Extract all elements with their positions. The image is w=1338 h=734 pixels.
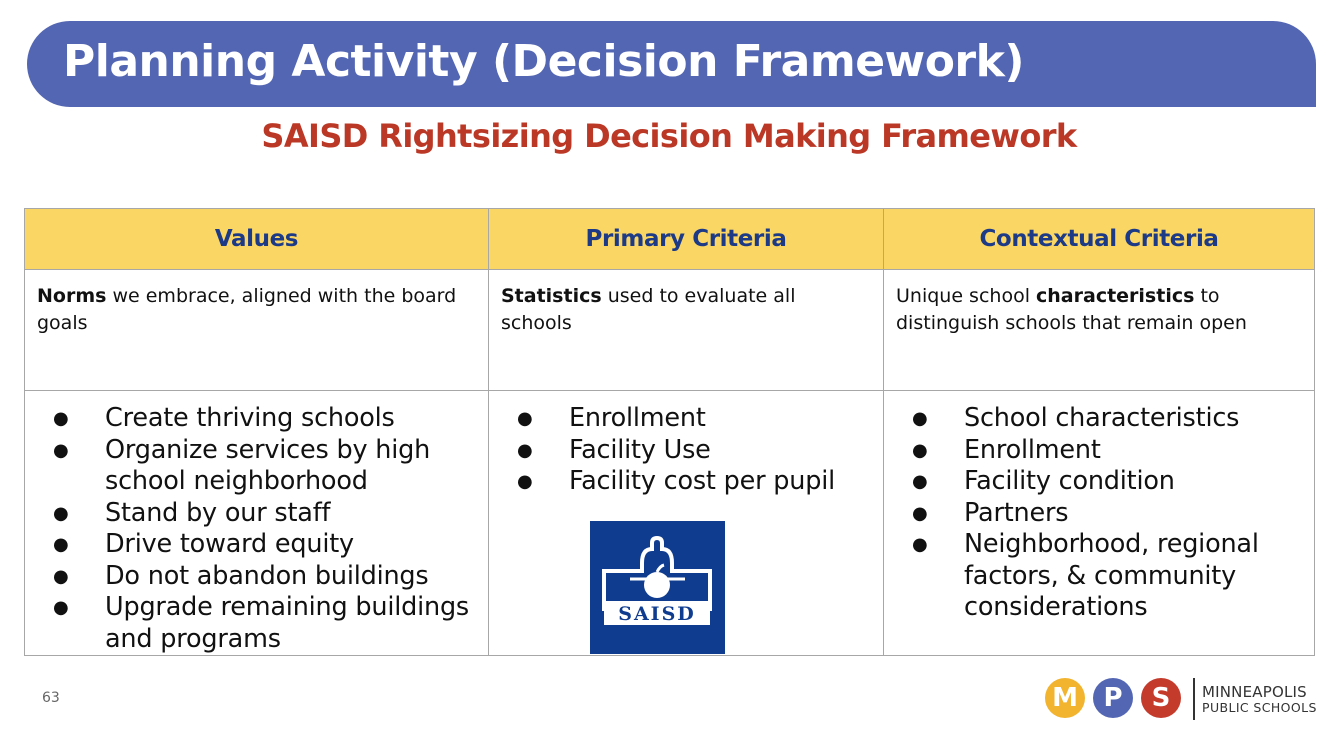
list-item: ● Neighborhood, regional factors, & community considerations xyxy=(912,529,1306,624)
list-item: ● Drive toward equity xyxy=(53,529,480,561)
list-item: ● Enrollment xyxy=(912,435,1306,467)
framework-subtitle: SAISD Rightsizing Decision Making Framework xyxy=(261,117,1077,155)
desc-bold: Norms xyxy=(37,285,107,307)
desc-suffix: we embrace, aligned with the board goals xyxy=(37,285,457,334)
header-values: Values xyxy=(25,209,489,270)
contextual-criteria-list xyxy=(912,403,1306,624)
header-primary-criteria: Primary Criteria xyxy=(489,209,884,270)
desc-prefix: Unique school xyxy=(896,285,1037,307)
list-item: ● Organize services by high school neighborhood xyxy=(53,435,480,498)
desc-suffix: to distinguish schools that remain open xyxy=(896,285,1247,334)
list-item: ● Stand by our staff xyxy=(53,498,480,530)
mps-name xyxy=(1202,684,1317,716)
mps-m-badge-icon: M xyxy=(1045,678,1085,718)
slide-title: Planning Activity (Decision Framework) xyxy=(63,36,1024,87)
list-item: ● Facility Use xyxy=(517,435,875,467)
list-item: ● Partners xyxy=(912,498,1306,530)
list-item: ● Enrollment xyxy=(517,403,875,435)
list-item: ● School characteristics xyxy=(912,403,1306,435)
logo-divider xyxy=(1193,678,1195,720)
header-contextual-criteria: Contextual Criteria xyxy=(884,209,1315,270)
saisd-logo xyxy=(590,521,725,654)
list-item: ● Upgrade remaining buildings and programs xyxy=(53,592,480,655)
mps-s-badge-icon: S xyxy=(1141,678,1181,718)
mps-logo xyxy=(1045,678,1325,720)
saisd-logo-text: SAISD xyxy=(618,603,696,625)
values-list-cell xyxy=(25,391,489,656)
mps-name-line2: PUBLIC SCHOOLS xyxy=(1202,700,1317,715)
list-item: ● Do not abandon buildings xyxy=(53,561,480,593)
desc-bold: characteristics xyxy=(1036,285,1195,307)
contextual-criteria-description xyxy=(884,270,1315,391)
list-item: ● Create thriving schools xyxy=(53,403,480,435)
page-number: 63 xyxy=(42,690,60,706)
desc-bold: Statistics xyxy=(501,285,602,307)
mps-name-line1: MINNEAPOLIS xyxy=(1202,683,1307,701)
header-row xyxy=(25,209,1315,270)
desc-suffix: used to evaluate all schools xyxy=(501,285,796,334)
contextual-criteria-list-cell xyxy=(884,391,1315,656)
primary-criteria-description xyxy=(489,270,884,391)
mps-p-badge-icon: P xyxy=(1093,678,1133,718)
title-bar xyxy=(27,21,1316,107)
values-list xyxy=(53,403,480,655)
list-item: ● Facility condition xyxy=(912,466,1306,498)
apple-school-logo-icon xyxy=(590,521,725,654)
description-row xyxy=(25,270,1315,391)
list-item: ● Facility cost per pupil xyxy=(517,466,875,498)
primary-criteria-list xyxy=(517,403,875,498)
values-description xyxy=(25,270,489,391)
